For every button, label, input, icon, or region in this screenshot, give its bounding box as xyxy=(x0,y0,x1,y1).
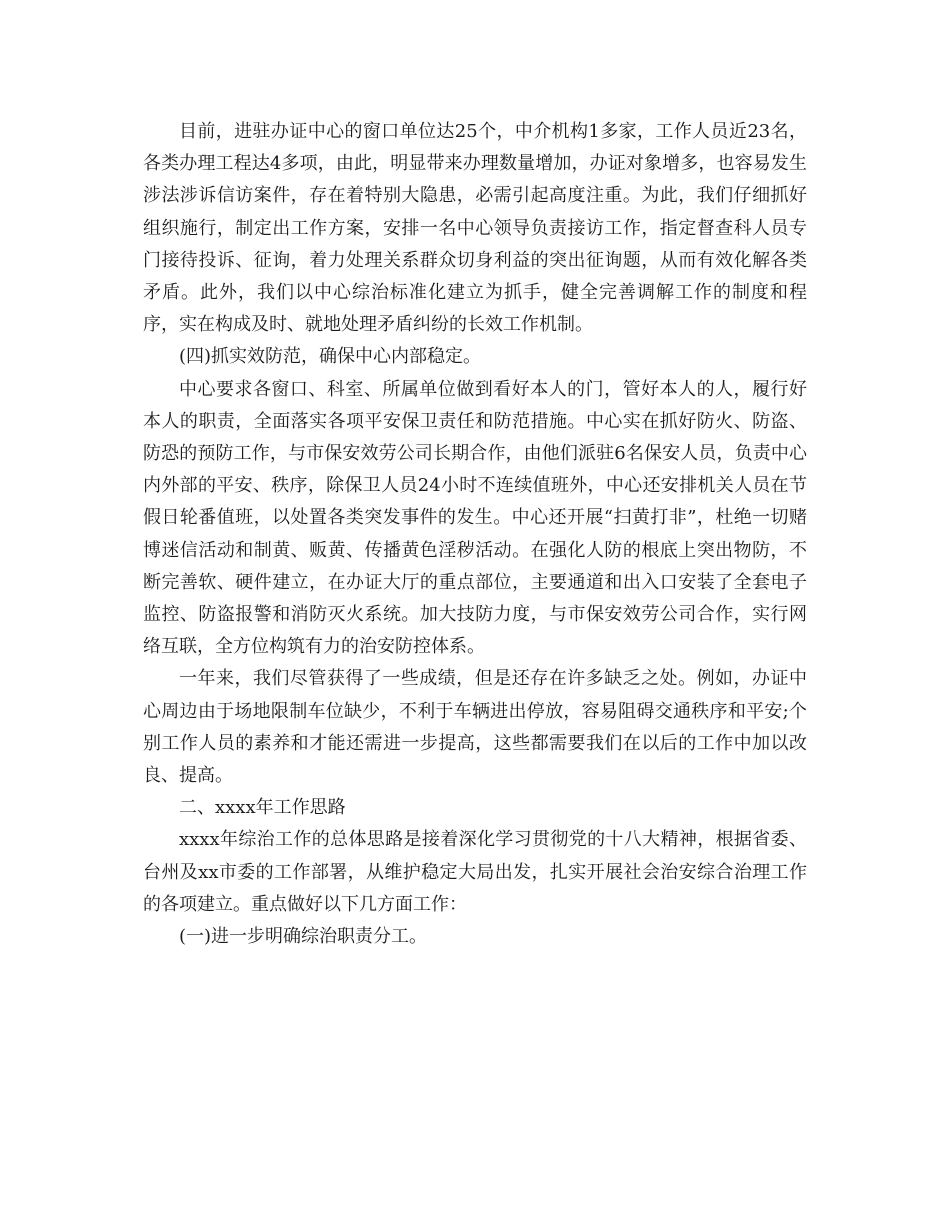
document-body xyxy=(143,116,807,953)
heading-work-ideas: 二、xxxx年工作思路 xyxy=(179,797,346,819)
paragraph-shortcomings: 一年来，我们尽管获得了一些成绩，但是还存在许多缺乏之处。例如，办证中心周边由于场地限制车位缺少，不利于车辆进出停放，容易阻碍交通秩序和平安;个别工作人员的素养和才能还需进一步提高，这些都需要我们在以后的工作中加以改良、提高。 xyxy=(143,668,807,787)
paragraph-overall-approach: xxxx年综治工作的总体思路是接着深化学习贯彻党的十八大精神，根据省委、台州及xx市委的工作部署，从维护稳定大局出发，扎实开展社会治安综合治理工作的各项建立。重点做好以下几方面工作： xyxy=(143,829,807,915)
paragraph-internal-security: 中心要求各窗口、科室、所属单位做到看好本人的门，管好本人的人，履行好本人的职责，全面落实各项平安保卫责任和防范措施。中心实在抓好防火、防盗、防恐的预防工作，与市保安效劳公司长期合作，由他们派驻6名保安人员，负责中心内外部的平安、秩序，除保卫人员24小时不连续值班外，中心还安排机关人员在节假日轮番值班，以处置各类突发事件的发生。中心还开展“扫黄打非”，杜绝一切赌博迷信活动和制黄、贩黄、传播黄色淫秽活动。在强化人防的根底上突出物防，不断完善软、硬件建立，在办证大厅的重点部位，主要通道和出入口安装了全套电子监控、防盗报警和消防灭火系统。加大技防力度，与市保安效劳公司合作，实行网络互联，全方位构筑有力的治安防控体系。 xyxy=(143,378,807,658)
heading-responsibility: (一)进一步明确综治职责分工。 xyxy=(179,926,428,948)
heading-prevention: (四)抓实效防范，确保中心内部稳定。 xyxy=(179,346,482,368)
paragraph-window-units: 目前，进驻办证中心的窗口单位达25个，中介机构1多家，工作人员近23名，各类办理工程达4多项，由此，明显带来办理数量增加，办证对象增多，也容易发生涉法涉诉信访案件，存在着特别大隐患，必需引起高度注重。为此，我们仔细抓好组织施行，制定出工作方案，安排一名中心领导负责接访工作，指定督查科人员专门接待投诉、征询，着力处理关系群众切身利益的突出征询题，从而有效化解各类矛盾。此外，我们以中心综治标准化建立为抓手，健全完善调解工作的制度和程序，实在构成及时、就地处理矛盾纠纷的长效工作机制。 xyxy=(143,121,807,336)
